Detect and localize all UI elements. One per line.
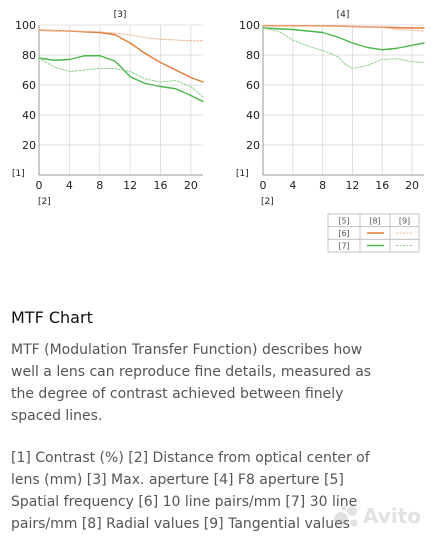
x-tick-label: 8 (319, 179, 327, 192)
y-axis-label: [1] (236, 169, 249, 179)
x-tick-label: 20 (405, 179, 420, 192)
x-tick-label: 0 (35, 179, 43, 192)
x-tick-label: 0 (259, 179, 267, 192)
chart-legend (328, 214, 419, 252)
mtf-chart-max-aperture (12, 10, 203, 207)
section-title: MTF Chart (11, 308, 93, 327)
x-tick-label: 16 (375, 179, 390, 192)
series-line-2 (263, 28, 424, 50)
x-tick-label: 12 (345, 179, 360, 192)
x-axis-label: [2] (261, 197, 274, 207)
series-line-0 (39, 30, 203, 82)
series-line-2 (39, 56, 203, 102)
avito-logo-icon (333, 504, 359, 528)
legend-label-30lp: [7] (338, 241, 350, 251)
panel-label: [4] (336, 10, 350, 20)
mtf-chart-f8-aperture (236, 10, 424, 207)
watermark (333, 504, 421, 528)
y-tick-label: 20 (246, 139, 260, 152)
y-tick-label: 100 (239, 19, 260, 32)
y-tick-label: 20 (22, 139, 36, 152)
y-tick-label: 100 (15, 19, 36, 32)
y-tick-label: 40 (22, 109, 36, 122)
watermark-text: Avito (363, 504, 421, 528)
legend-paragraph: [1] Contrast (%) [2] Distance from optical center of lens (mm) [3] Max. aperture [4] F8 aperture [5] Spatial frequency [6] 10 line pairs/mm [7] 30 line pairs/mm [8] Radial values [9] Tangential values (11, 450, 370, 532)
panel-label: [3] (113, 10, 127, 20)
x-tick-label: 4 (65, 179, 73, 192)
y-tick-label: 40 (246, 109, 260, 122)
x-axis-label: [2] (38, 197, 51, 207)
legend-label-spatial-frequency: [5] (338, 216, 350, 226)
series-line-3 (39, 58, 203, 97)
series-line-1 (39, 30, 203, 41)
y-tick-label: 80 (22, 49, 36, 62)
description-paragraph: MTF (Modulation Transfer Function) describes how well a lens can reproduce fine details, measured as the degree of contrast achieved between finely spaced lines. (11, 342, 372, 424)
x-tick-label: 8 (96, 179, 104, 192)
y-tick-label: 60 (246, 79, 260, 92)
y-tick-label: 80 (246, 49, 260, 62)
x-tick-label: 4 (289, 179, 297, 192)
y-tick-label: 60 (22, 79, 36, 92)
x-tick-label: 20 (183, 179, 198, 192)
legend-label-tangential: [9] (398, 216, 411, 226)
y-axis-label: [1] (12, 169, 25, 179)
x-tick-label: 12 (123, 179, 138, 192)
legend-label-10lp: [6] (338, 229, 350, 238)
x-tick-label: 16 (153, 179, 168, 192)
legend-label-radial: [8] (369, 216, 381, 226)
